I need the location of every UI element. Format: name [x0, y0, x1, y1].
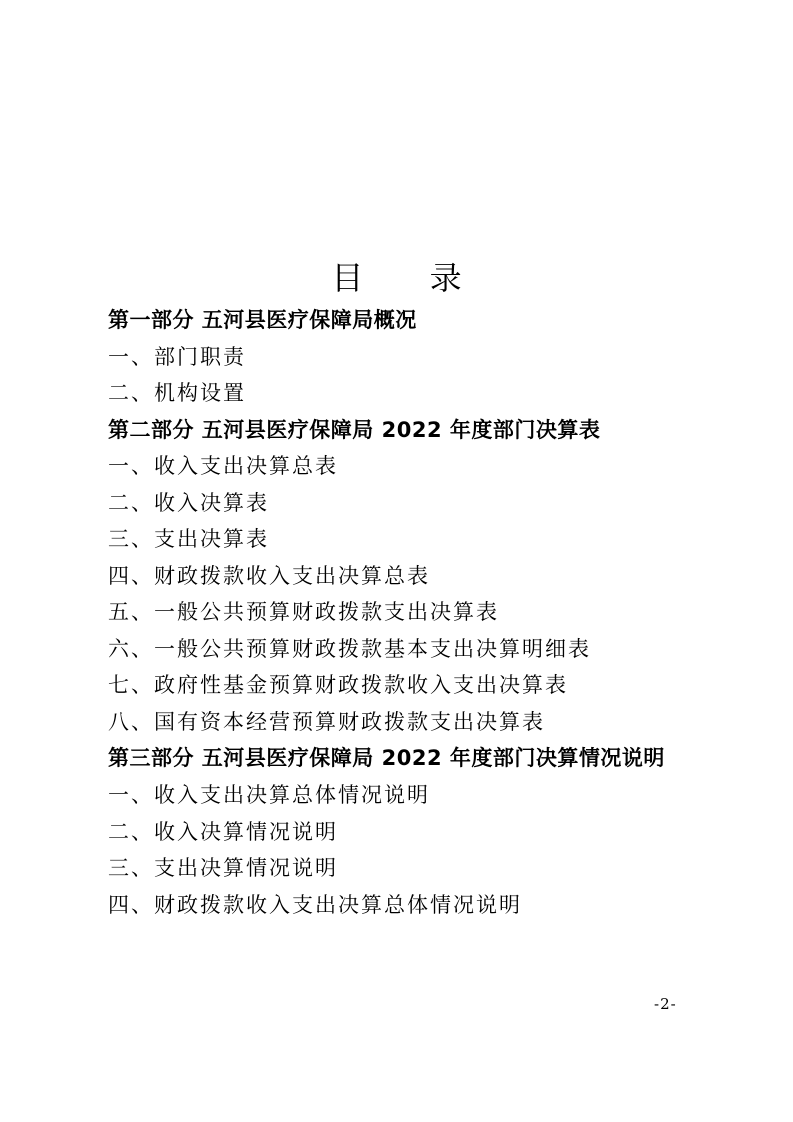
- page-number: -2-: [654, 995, 677, 1013]
- part2-item-7: 七、政府性基金预算财政拨款收入支出决算表: [108, 673, 568, 697]
- part2-item-3: 三、支出决算表: [108, 527, 269, 551]
- part2-item-8: 八、国有资本经营预算财政拨款支出决算表: [108, 709, 545, 734]
- part2-item-4: 四、财政拨款收入支出决算总表: [108, 563, 430, 588]
- table-of-contents: [108, 302, 698, 923]
- toc-title: 目 录: [331, 259, 490, 297]
- part3-item-1: 一、收入支出决算总体情况说明: [108, 783, 430, 807]
- part2-item-2: 二、收入决算表: [108, 490, 269, 515]
- part1-heading: 第一部分 五河县医疗保障局概况: [108, 308, 417, 332]
- part3-item-3: 三、支出决算情况说明: [108, 856, 338, 880]
- part2-item-1: 一、收入支出决算总表: [108, 454, 338, 478]
- part3-item-2: 二、收入决算情况说明: [108, 819, 338, 844]
- part2-heading: 第二部分 五河县医疗保障局 2022 年度部门决算表: [108, 417, 601, 442]
- part2-item-5: 五、一般公共预算财政拨款支出决算表: [108, 600, 499, 624]
- part1-item-1: 一、部门职责: [108, 344, 246, 369]
- part1-item-2: 二、机构设置: [108, 381, 246, 405]
- part3-item-4: 四、财政拨款收入支出决算总体情况说明: [108, 892, 522, 917]
- part2-item-6: 六、一般公共预算财政拨款基本支出决算明细表: [108, 636, 591, 661]
- part3-heading: 第三部分 五河县医疗保障局 2022 年度部门决算情况说明: [108, 746, 665, 770]
